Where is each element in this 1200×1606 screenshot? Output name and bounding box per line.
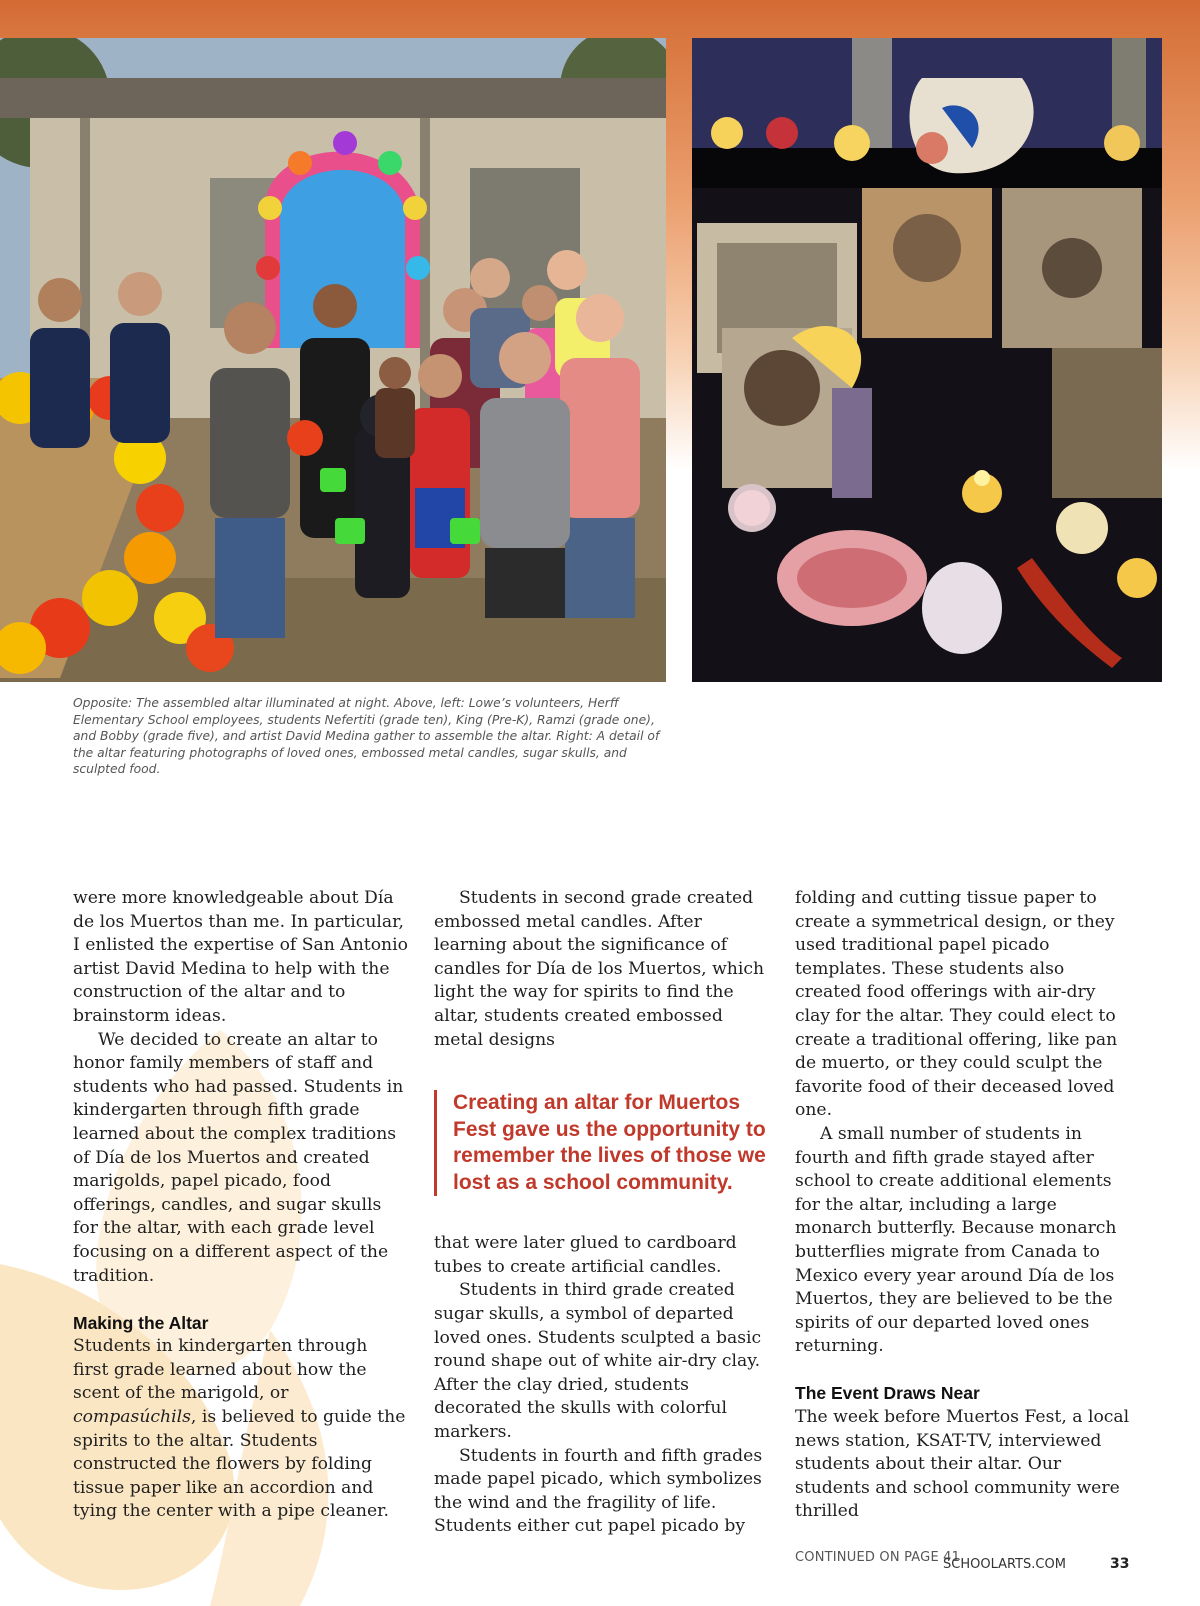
continued-note: CONTINUED ON PAGE 41. — [795, 1550, 965, 1566]
column-3 — [795, 887, 1130, 1570]
col3-paragraph-1: folding and cutting tissue paper to create a symmetrical design, or they used traditional papel picado templates. These students also created food offerings with air-dry clay for the altar. They could elect to create a traditional offering, like pan de muerto, or they could sculpt the favorite food of their deceased loved one. — [795, 888, 1118, 1121]
altar-detail-illustration — [692, 38, 1162, 682]
group-photo-illustration — [0, 38, 666, 682]
pull-quote: Creating an altar for Muertos Fest gave us the opportunity to remember the lives of those we lost as a school community. — [434, 1090, 769, 1196]
column-2 — [434, 887, 769, 1539]
col2-paragraph-1: Students in second grade created embossed metal candles. After learning about the significance of candles for Día de los Muertos, which light the way for spirits to find the altar, students created embossed metal designs — [434, 888, 765, 1050]
col1-paragraph-3-start: Students in kindergarten through first grade learned about how the scent of the marigold, or — [73, 1336, 368, 1404]
group-photo — [0, 38, 666, 682]
col3-paragraph-2: A small number of students in fourth and fifth grade stayed after school to create additional elements for the altar, including a large monarch butterfly. Because monarch butterflies migrate from Canada to Mexico every year around Día de los Muertos, they are believed to be the spirits of our departed loved ones returning. — [795, 1123, 1117, 1357]
col2-paragraph-4: Students in fourth and fifth grades made papel picado, which symbolizes the wind and the fragility of life. Students either cut papel picado by — [434, 1445, 763, 1537]
col1-paragraph-3 — [73, 1335, 408, 1524]
photo-caption: Opposite: The assembled altar illuminated at night. Above, left: Lowe’s volunteers, Herff Elementary School employees, students Nefertiti (grade ten), King (Pre-K), Ramzi (grade one), and Bobby (grade five), and artist David Medina gather to assemble the altar. Right: A detail of the altar featuring photographs of loved ones, embossed metal candles, sugar skulls, and sculpted food. — [73, 696, 660, 776]
col3-paragraph-3: The week before Muertos Fest, a local news station, KSAT-TV, interviewed students about their altar. Our students and school community were thrilled — [795, 1407, 1130, 1522]
column-1 — [73, 887, 408, 1524]
footer-page-number: 33 — [1110, 1556, 1130, 1572]
col1-paragraph-3-end: , is believed to guide the spirits to the altar. Students constructed the flowers by folding tissue paper like an accordion and tying the center with a pipe cleaner. — [73, 1407, 406, 1522]
footer-site-name: SCHOOLARTS.COM — [943, 1557, 1066, 1572]
section-heading-making-the-altar: Making the Altar — [73, 1312, 209, 1333]
col1-paragraph-1: were more knowledgeable about Día de los Muertos than me. In particular, I enlisted the expertise of San Antonio artist David Medina to help with the construction of the altar and to brainstorm ideas. — [73, 888, 408, 1026]
col2-paragraph-3: Students in third grade created sugar skulls, a symbol of departed loved ones. Students sculpted a basic round shape out of white air-dry clay. After the clay dried, students decorated the skulls with colorful markers. — [434, 1280, 762, 1442]
compasuchils-term: compasúchils — [73, 1407, 191, 1428]
col2-paragraph-2: that were later glued to cardboard tubes to create artificial candles. — [434, 1233, 737, 1277]
altar-detail-photo — [692, 38, 1162, 682]
col1-paragraph-2: We decided to create an altar to honor family members of staff and students who had passed. Students in kindergarten through fifth grade learned about the complex traditions of Día de los Muertos and created marigolds, papel picado, food offerings, candles, and sugar skulls for the altar, with each grade level focusing on a different aspect of the tradition. — [73, 1029, 404, 1286]
section-heading-event-draws-near: The Event Draws Near — [795, 1383, 980, 1404]
